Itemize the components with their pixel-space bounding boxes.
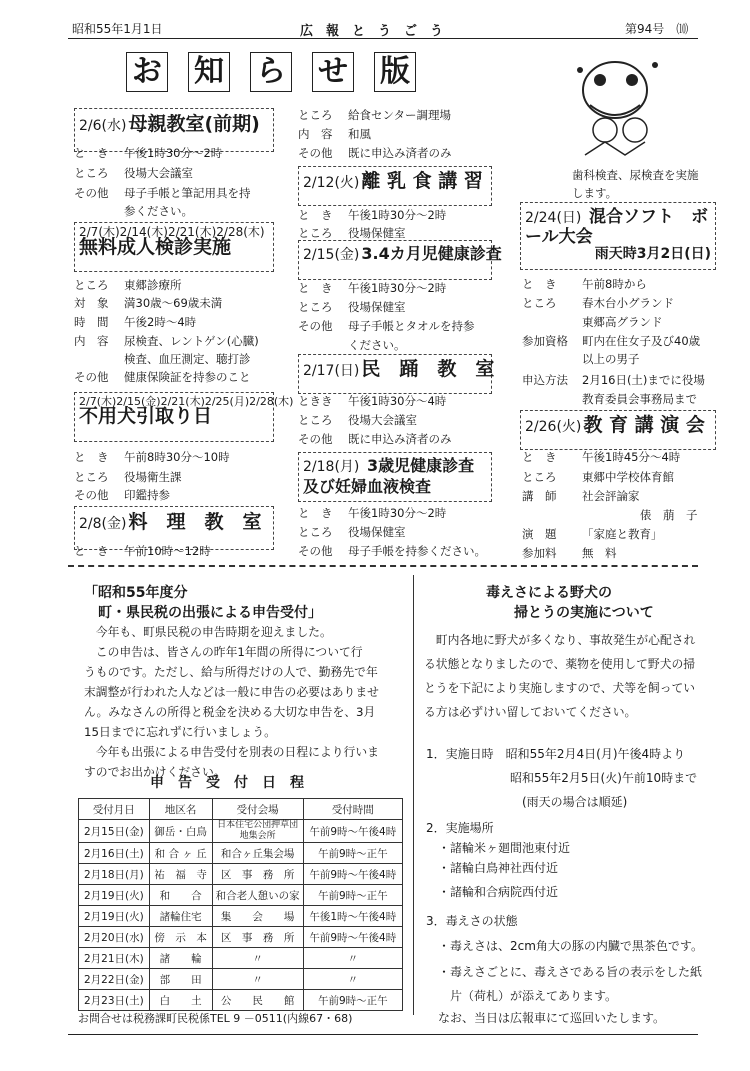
dog-item: なお、当日は広報車にて巡回いたします。 bbox=[426, 1011, 666, 1025]
banner-char: 知 bbox=[188, 52, 230, 92]
dog-item: ・諸輪白鳥神社西付近 bbox=[426, 861, 559, 875]
table-row: 2月23日(土) 白 土 公 民 館 午前9時～正午 bbox=[79, 990, 403, 1011]
event-title: 2/12(火) 離 乳 食 講 習 bbox=[298, 166, 492, 206]
dog-item: 昭和55年2月5日(火)午前10時まで bbox=[426, 771, 698, 785]
paper-title: 広 報 と う ご う bbox=[300, 24, 444, 39]
event-title: 2/6(水) 母親教室(前期) bbox=[74, 108, 274, 152]
table-row: 2月22日(金) 部 田 〃 〃 bbox=[79, 969, 403, 990]
banner-char: 版 bbox=[374, 52, 416, 92]
table-row: 2月19日(火) 諸輪住宅 集 会 場 午後1時～午後4時 bbox=[79, 906, 403, 927]
dog-paragraph: 町内各地に野犬が多くなり、事故発生が心配され る状態となりましたので、薬物を使用して野犬の掃 とうを下記により実施しますので、犬等を飼ってい る方は必ずけい留しておいてください。 bbox=[424, 633, 696, 719]
dog-item: ・毒えさは、2cm角大の豚の内臓で黒茶色です。 bbox=[426, 939, 703, 953]
banner-char: せ bbox=[312, 52, 354, 92]
footer-rule bbox=[68, 1034, 698, 1035]
event-title: 2/24(日) 混合ソフト ボール大会 雨天時3月2日(日) bbox=[520, 202, 716, 270]
dog-title-2: 掃とうの実施について bbox=[514, 605, 654, 621]
event-title: 2/26(火) 教 育 講 演 会 bbox=[520, 410, 716, 450]
column-divider bbox=[413, 575, 414, 1015]
table-row: 2月19日(火) 和 合 和合老人憩いの家 午前9時～正午 bbox=[79, 885, 403, 906]
table-row: 2月15日(金) 御岳・白鳥 日本住宅公団押草団地集会所 午前9時～午後4時 bbox=[79, 820, 403, 843]
banner-char: お bbox=[126, 52, 168, 92]
table-row: 2月18日(月) 祐 福 寺 区 事 務 所 午前9時～午後4時 bbox=[79, 864, 403, 885]
event-title: 2/7(木)2/14(木)2/21(木)2/28(木) 無料成人検診実施 bbox=[74, 222, 274, 272]
event-title: 2/15(金) 3.4カ月児健康診査 bbox=[298, 240, 492, 280]
tax-heading-1: 「昭和55年度分 bbox=[84, 585, 188, 601]
dog-item: 3．毒えさの状態 bbox=[426, 914, 518, 928]
tax-contact: お問合せは税務課町民税係TEL 9 －0511(内線67・68) bbox=[78, 1012, 353, 1025]
dog-item: ・諸輪和合病院西付近 bbox=[426, 885, 559, 899]
issue-number: 第94号 ⑽ bbox=[625, 22, 689, 36]
table-row: 2月20日(水) 傍 示 本 区 事 務 所 午前9時～午後4時 bbox=[79, 927, 403, 948]
section-divider bbox=[68, 565, 698, 567]
dog-item: 片（荷札）が添えてあります。 bbox=[426, 989, 618, 1003]
dog-item: ・諸輪米ヶ廻間池東付近 bbox=[426, 841, 571, 855]
event-title: 2/18(月) 3歳児健康診査及び妊婦血液検査 bbox=[298, 452, 492, 502]
table-row: 2月16日(土) 和 合 ヶ 丘 和合ヶ丘集会場 午前9時～正午 bbox=[79, 843, 403, 864]
issue-date: 昭和55年1月1日 bbox=[72, 22, 163, 36]
dog-item: (雨天の場合は順延) bbox=[426, 795, 628, 809]
schedule-title: 申 告 受 付 日 程 bbox=[150, 775, 304, 791]
tax-paragraph: 今年も、町県民税の申告時期を迎えました。 この申告は、皆さんの昨年1年間の所得について行 うものです。ただし、給与所得だけの人で、勤務先で年 末調整が行われた人などは一般に申告の必要はありませ ん。みなさんの所得と税金を決める大切な申告を、3月 15日までに忘れずに行いましょう。 今年も出張による申告受付を別表の日程により行いま すのでお出かけください。 bbox=[84, 625, 379, 779]
banner-char: ら bbox=[250, 52, 292, 92]
dog-item: 1．実施日時 昭和55年2月4日(月)午後4時より bbox=[426, 747, 686, 761]
children-illustration bbox=[560, 50, 670, 160]
table-row: 2月21日(木) 諸 輪 〃 〃 bbox=[79, 948, 403, 969]
tax-heading-2: 町・県民税の出張による申告受付」 bbox=[84, 605, 322, 621]
schedule-table bbox=[78, 798, 403, 1011]
event-title: 2/17(日) 民 踊 教 室 bbox=[298, 354, 492, 394]
dog-item: 2．実施場所 bbox=[426, 821, 494, 835]
dog-title-1: 毒えさによる野犬の bbox=[486, 585, 612, 601]
dog-item: ・毒えさごとに、毒えさである旨の表示をした紙 bbox=[426, 965, 703, 979]
table-header-row: 受付月日 地区名 受付会場 受付時間 bbox=[79, 799, 403, 820]
event-title: 2/8(金) 料 理 教 室 bbox=[74, 506, 274, 550]
event-title: 2/7(木)2/15(金)2/21(木)2/25(月)2/28(木) 不用犬引取り日 bbox=[74, 392, 274, 442]
header-rule bbox=[68, 38, 698, 39]
